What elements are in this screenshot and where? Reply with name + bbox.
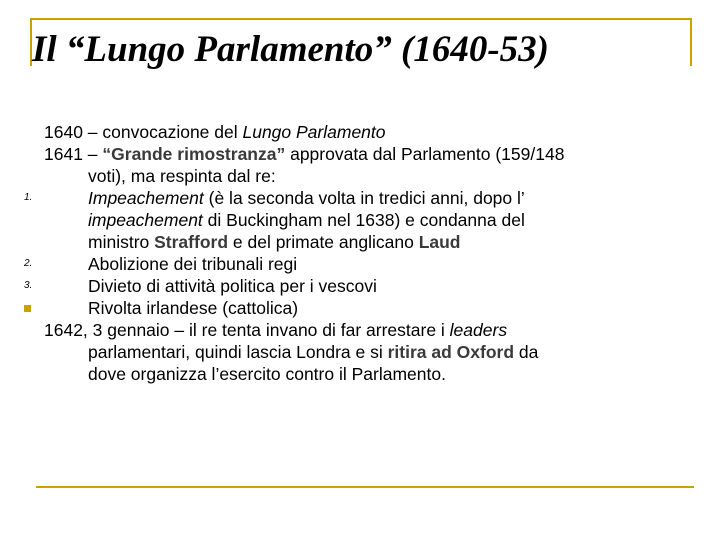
text-line (44, 209, 684, 231)
bold-term: ritira ad Oxford (387, 342, 515, 362)
line-text: dove organizza l’esercito contro il Parlamento. (88, 364, 446, 384)
decorative-right-line (690, 18, 692, 66)
line-text: Rivolta irlandese (cattolica) (88, 298, 299, 318)
text-line (44, 231, 684, 253)
italic-term: impeachement (88, 210, 203, 230)
slide-title: Il “Lungo Parlamento” (1640-53) (32, 29, 549, 70)
italic-term: leaders (449, 320, 508, 340)
line-text: voti), ma respinta dal re: (88, 166, 276, 186)
line-text: e del primate anglicano (228, 232, 419, 252)
decorative-top-line (30, 18, 692, 20)
italic-term: Lungo Parlamento (242, 122, 386, 142)
list-item (44, 297, 684, 319)
line-text: 1641 – (44, 144, 103, 164)
line-text: 1642, 3 gennaio – il re tenta invano di far arrestare i (44, 320, 450, 340)
text-line (44, 363, 684, 385)
list-number: 3. (24, 280, 33, 291)
text-line (44, 319, 684, 341)
text-line (44, 341, 684, 363)
bold-term: Strafford (154, 232, 229, 252)
square-bullet-icon (24, 305, 31, 312)
list-number: 1. (24, 192, 33, 203)
line-text: 1640 – convocazione del (44, 122, 243, 142)
line-text: Divieto di attività politica per i vescovi (88, 276, 377, 296)
list-number: 2. (24, 258, 33, 269)
line-text: ministro (88, 232, 155, 252)
line-text: da (514, 342, 539, 362)
list-item (24, 275, 684, 297)
slide-body (24, 121, 684, 385)
text-line (44, 121, 684, 143)
bold-term: “Grande rimostranza” (102, 144, 286, 164)
line-text: parlamentari, quindi lascia Londra e si (88, 342, 388, 362)
line-text: di Buckingham nel 1638) e condanna del (202, 210, 525, 230)
line-text: approvata dal Parlamento (159/148 (285, 144, 565, 164)
line-text: (è la seconda volta in tredici anni, dopo l’ (203, 188, 525, 208)
text-line (44, 143, 684, 165)
line-text: Abolizione dei tribunali regi (88, 254, 298, 274)
list-item (24, 253, 684, 275)
bold-term: Laud (418, 232, 461, 252)
italic-term: Impeachement (88, 188, 204, 208)
list-item (24, 187, 684, 209)
text-line (44, 165, 684, 187)
decorative-bottom-line (36, 486, 694, 488)
